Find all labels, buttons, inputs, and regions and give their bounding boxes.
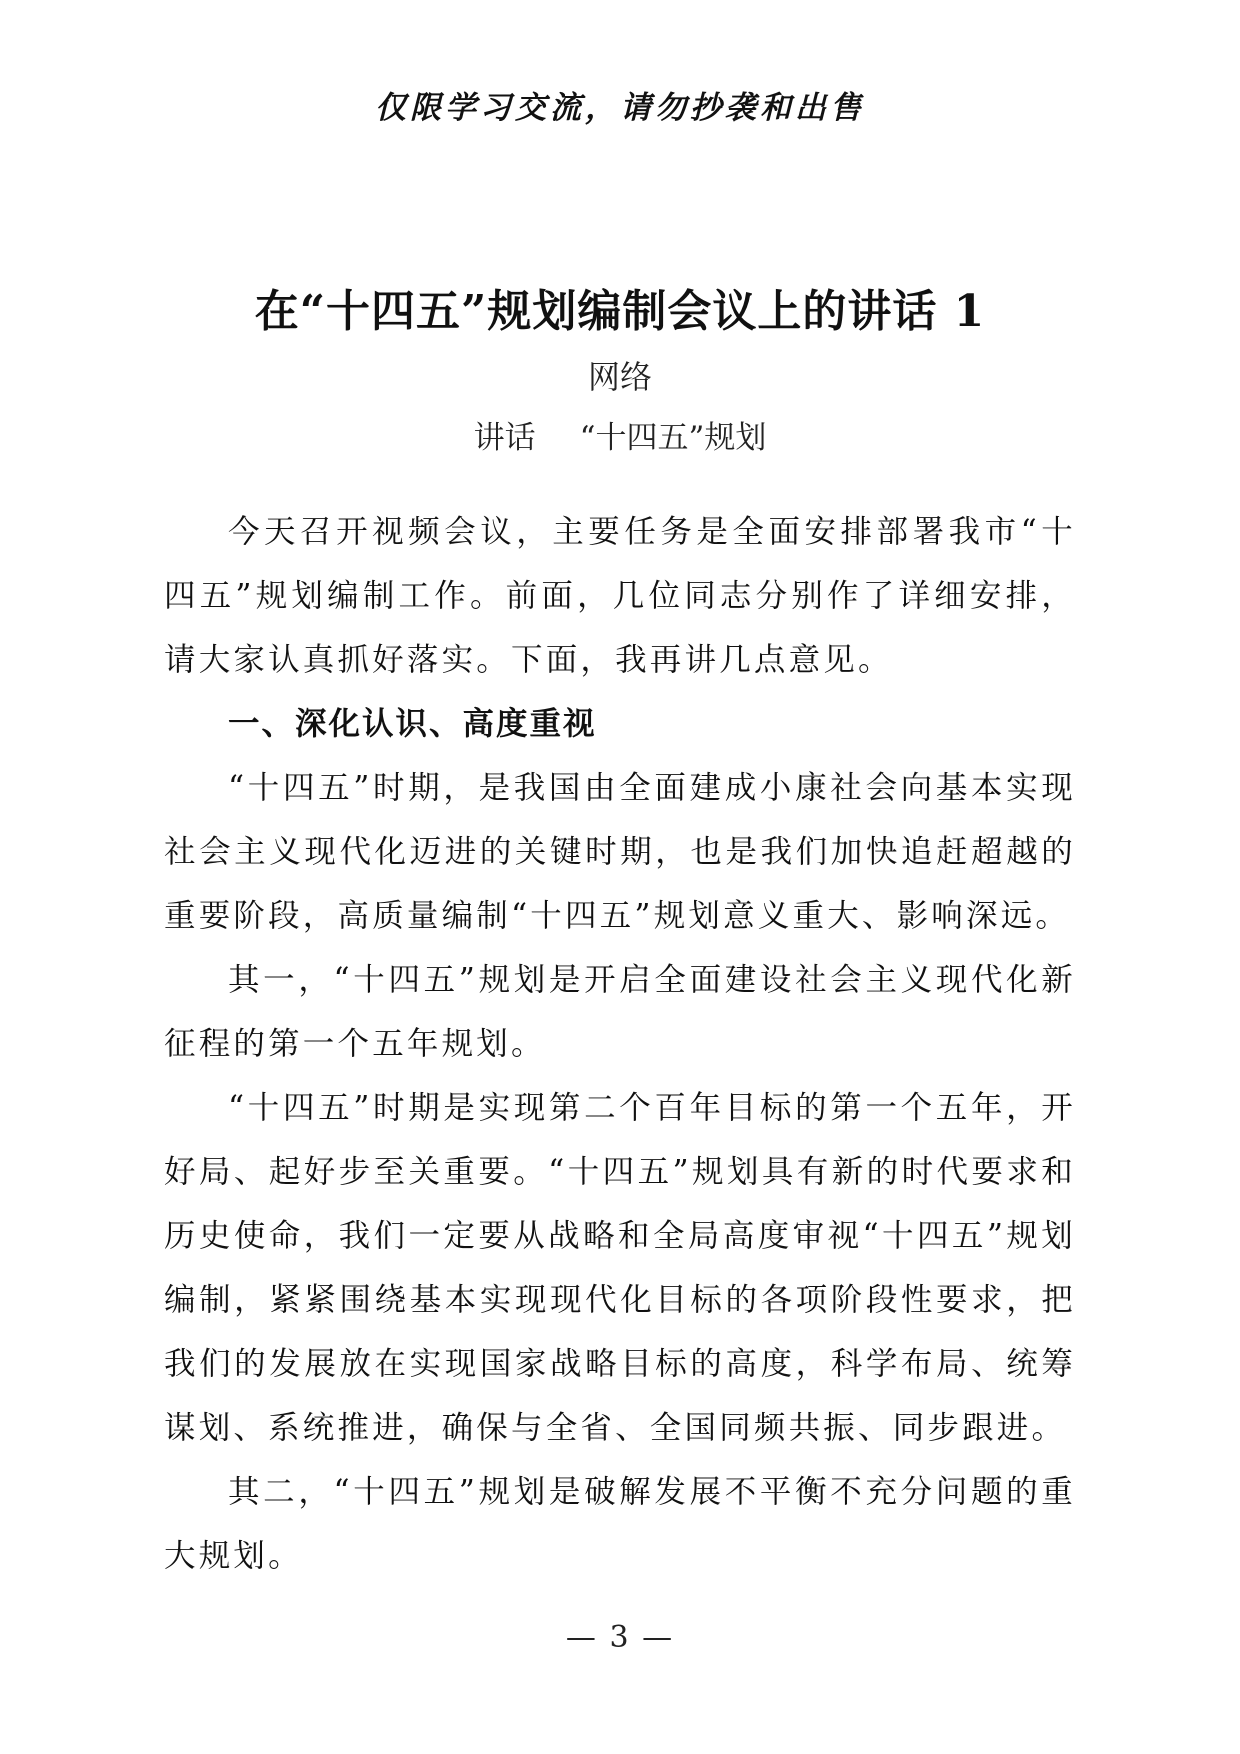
document-tags (0, 412, 1240, 457)
body-paragraph: 其二，“十四五”规划是破解发展不平衡不充分问题的重大规划。 (164, 1474, 1076, 1574)
body-paragraph: “十四五”时期是实现第二个百年目标的第一个五年，开好局、起好步至关重要。“十四五”规划具有新的时代要求和历史使命，我们一定要从战略和全局高度审视“十四五”规划编制，紧紧围绕基本实现现代化目标的各项阶段性要求，把我们的发展放在实现国家战略目标的高度，科学布局、统筹谋划、系统推进，确保与全省、全国同频共振、同步跟进。 (164, 1090, 1076, 1446)
body-paragraph: 今天召开视频会议，主要任务是全面安排部署我市“十四五”规划编制工作。前面，几位同志分别作了详细安排，请大家认真抓好落实。下面，我再讲几点意见。 (164, 514, 1076, 678)
header-note: 仅限学习交流，请勿抄袭和出售 (375, 90, 865, 126)
document-source: 网络 (587, 358, 652, 396)
section-heading: 一、深化认识、高度重视 (228, 705, 597, 742)
document-title: 在“十四五”规划编制会议上的讲话 1 (254, 286, 986, 337)
tag-item: 讲话 (473, 420, 536, 456)
body-paragraph: 其一，“十四五”规划是开启全面建设社会主义现代化新征程的第一个五年规划。 (164, 962, 1076, 1062)
document-body (164, 500, 1076, 1588)
body-paragraph: “十四五”时期，是我国由全面建成小康社会向基本实现社会主义现代化迈进的关键时期，也是我们加快追赶超越的重要阶段，高质量编制“十四五”规划意义重大、影响深远。 (164, 770, 1076, 934)
tag-item: “十四五”规划 (579, 420, 767, 456)
page-number: — 3 — (565, 1620, 675, 1655)
